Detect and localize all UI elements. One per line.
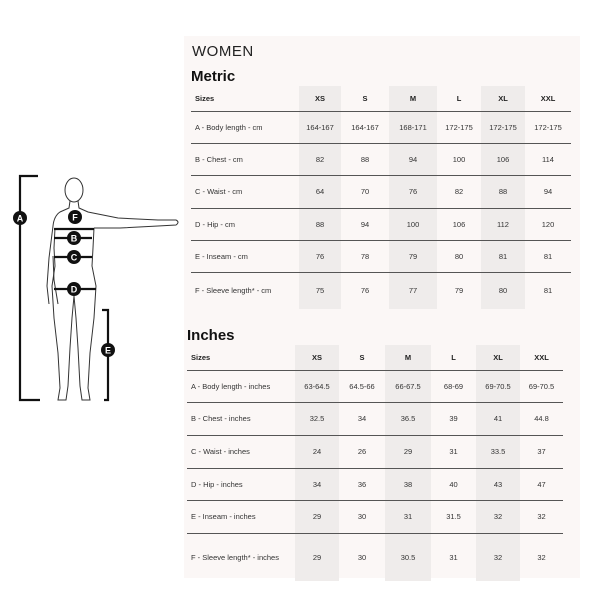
table-cell: 32.5 [295, 402, 339, 435]
table-cell: 32 [476, 533, 520, 581]
table-cell: 37 [520, 435, 563, 468]
row-label: E - Inseam - cm [191, 240, 299, 272]
column-header-l: L [437, 86, 481, 111]
table-cell: 44.8 [520, 402, 563, 435]
table-cell: 64.5-66 [339, 370, 385, 402]
metric-size-table [191, 86, 571, 309]
table-cell: 26 [339, 435, 385, 468]
row-label: C - Waist - cm [191, 175, 299, 208]
table-cell: 164-167 [341, 111, 389, 143]
table-cell: 47 [520, 468, 563, 500]
column-header-m: M [389, 86, 437, 111]
table-cell: 69-70.5 [476, 370, 520, 402]
table-cell: 79 [454, 286, 464, 296]
table-cell: 100 [389, 208, 437, 240]
table-cell: 41 [476, 402, 520, 435]
table-cell: 76 [299, 240, 341, 272]
table-cell: 76 [389, 175, 437, 208]
inches-size-table [187, 345, 563, 581]
table-row [187, 500, 563, 533]
table-row [187, 402, 563, 435]
table-row [187, 435, 563, 468]
inches-section-title: Inches [187, 327, 235, 344]
table-cell: 88 [299, 208, 341, 240]
table-cell: 79 [389, 240, 437, 272]
marker-b-label: B [70, 233, 78, 244]
table-row [187, 533, 563, 581]
table-cell: 68-69 [431, 370, 476, 402]
row-label: D - Hip - inches [187, 468, 295, 500]
table-row [191, 175, 571, 208]
column-header-xxl: XXL [525, 86, 571, 111]
table-cell: 82 [299, 143, 341, 175]
row-label: F - Sleeve length* - inches [191, 552, 279, 562]
row-label: F - Sleeve length* - cm [195, 286, 272, 296]
table-row [191, 240, 571, 272]
table-cell: 36 [339, 468, 385, 500]
table-cell: 94 [341, 208, 389, 240]
table-cell: 30 [339, 500, 385, 533]
table-cell: 81 [525, 240, 571, 272]
column-header-l: L [431, 345, 476, 370]
table-cell: 100 [437, 143, 481, 175]
table-cell: 24 [295, 435, 339, 468]
table-row [187, 468, 563, 500]
table-cell: 78 [341, 240, 389, 272]
table-cell: 172-175 [437, 111, 481, 143]
table-cell: 29 [295, 533, 339, 581]
table-cell: 120 [525, 208, 571, 240]
marker-d-label: D [70, 284, 78, 295]
table-cell: 81 [543, 286, 553, 296]
table-cell: 66-67.5 [385, 370, 431, 402]
column-header-m: M [385, 345, 431, 370]
table-cell: 94 [525, 175, 571, 208]
table-cell: 32 [476, 500, 520, 533]
table-cell: 172-175 [481, 111, 525, 143]
column-header-xl: XL [481, 86, 525, 111]
table-row [191, 111, 571, 143]
table-cell: 106 [437, 208, 481, 240]
body-silhouette-illustration [8, 168, 188, 408]
table-cell: 29 [295, 500, 339, 533]
column-header-xs: XS [299, 86, 341, 111]
table-cell: 88 [341, 143, 389, 175]
table-cell: 88 [481, 175, 525, 208]
page-title: WOMEN [192, 43, 254, 60]
column-header-s: S [341, 86, 389, 111]
table-cell: 82 [437, 175, 481, 208]
table-row [191, 272, 571, 309]
table-cell: 114 [525, 143, 571, 175]
marker-f [68, 210, 82, 224]
table-cell: 69-70.5 [520, 370, 563, 402]
table-cell: 30.5 [385, 533, 431, 581]
table-cell: 75 [299, 272, 341, 309]
table-cell: 32 [537, 552, 546, 562]
marker-c-label: C [70, 252, 78, 263]
table-cell: 70 [341, 175, 389, 208]
metric-section-title: Metric [191, 68, 236, 85]
table-cell: 31 [431, 435, 476, 468]
table-row [191, 208, 571, 240]
table-row [191, 143, 571, 175]
table-cell: 94 [389, 143, 437, 175]
table-cell: 34 [295, 468, 339, 500]
column-header-xxl: XXL [520, 345, 563, 370]
table-cell: 76 [360, 286, 370, 296]
table-cell: 34 [339, 402, 385, 435]
marker-d [67, 282, 81, 296]
column-header-sizes: Sizes [187, 345, 295, 370]
column-header-xs: XS [295, 345, 339, 370]
table-cell: 33.5 [476, 435, 520, 468]
table-cell: 64 [299, 175, 341, 208]
column-header-sizes: Sizes [191, 86, 299, 111]
table-cell: 112 [481, 208, 525, 240]
table-cell: 36.5 [385, 402, 431, 435]
table-cell: 43 [476, 468, 520, 500]
table-cell: 80 [437, 240, 481, 272]
body-measurement-figure [8, 168, 188, 408]
row-label: D - Hip - cm [191, 208, 299, 240]
table-cell: 81 [481, 240, 525, 272]
table-cell: 38 [385, 468, 431, 500]
row-label: A - Body length - cm [191, 111, 299, 143]
table-header-row [191, 86, 571, 111]
row-label: C - Waist - inches [187, 435, 295, 468]
row-label: E - Inseam - inches [187, 500, 295, 533]
row-label: B - Chest - inches [187, 402, 295, 435]
table-cell: 164-167 [299, 111, 341, 143]
table-cell: 63-64.5 [295, 370, 339, 402]
table-cell: 31 [449, 552, 458, 562]
row-label: A - Body length - inches [187, 370, 295, 402]
table-header-row [187, 345, 563, 370]
table-cell: 31.5 [431, 500, 476, 533]
table-cell: 172-175 [525, 111, 571, 143]
table-cell: 77 [389, 272, 437, 309]
marker-b [67, 231, 81, 245]
column-header-xl: XL [476, 345, 520, 370]
column-header-s: S [339, 345, 385, 370]
table-cell: 106 [481, 143, 525, 175]
row-label: B - Chest - cm [191, 143, 299, 175]
table-cell: 80 [481, 272, 525, 309]
table-cell: 31 [385, 500, 431, 533]
table-cell: 40 [431, 468, 476, 500]
table-cell: 39 [431, 402, 476, 435]
table-cell: 30 [357, 552, 367, 562]
marker-a [13, 211, 27, 225]
table-cell: 29 [385, 435, 431, 468]
marker-e-label: E [104, 345, 112, 356]
marker-a-label: A [16, 213, 24, 224]
marker-e [101, 343, 115, 357]
marker-f-label: F [72, 212, 78, 223]
marker-c [67, 250, 81, 264]
table-cell: 168-171 [389, 111, 437, 143]
table-row [187, 370, 563, 402]
table-cell: 32 [520, 500, 563, 533]
